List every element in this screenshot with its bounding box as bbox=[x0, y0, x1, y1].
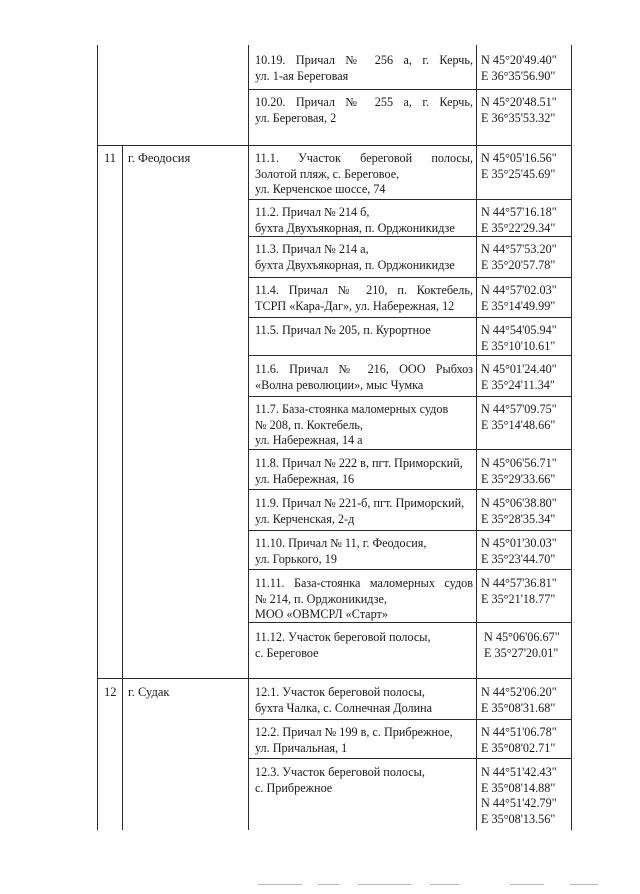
row-description: 10.19. Причал № 256 а, г. Керчь, ул. 1-ая Береговая bbox=[255, 53, 473, 83]
row-coordinates: N 45°01'30.03" E 35°23'44.70" bbox=[481, 536, 557, 566]
row-divider bbox=[248, 530, 572, 531]
group-number: 12 bbox=[104, 685, 117, 699]
row-divider bbox=[248, 236, 572, 237]
row-coordinates: N 44°54'05.94" E 35°10'10.61" bbox=[481, 323, 557, 353]
row-divider bbox=[248, 199, 572, 200]
scan-artifact-line bbox=[358, 884, 412, 885]
row-divider bbox=[248, 89, 572, 90]
table-column-divider-2 bbox=[248, 45, 249, 830]
row-description: 11.9. Причал № 221-б, пгт. Приморский, ул. Керченская, 2-д bbox=[255, 496, 465, 526]
group-number: 11 bbox=[104, 151, 117, 165]
row-coordinates: N 44°57'02.03" E 35°14'49.99" bbox=[481, 283, 557, 313]
row-coordinates: N 45°20'48.51" E 36°35'53.32" bbox=[481, 95, 557, 125]
row-coordinates: N 44°51'06.78" E 35°08'02.71" bbox=[481, 725, 557, 755]
row-description: 12.1. Участок береговой полосы, бухта Чалка, с. Солнечная Долина bbox=[255, 685, 433, 715]
row-description: 11.1. Участок береговой полосы, Золотой пляж, с. Береговое, ул. Керченское шоссе, 74 bbox=[255, 151, 473, 196]
row-divider bbox=[248, 569, 572, 570]
row-coordinates: N 45°20'49.40" E 36°35'56.90" bbox=[481, 53, 557, 83]
group-city: г. Судак bbox=[128, 685, 170, 699]
row-description: 11.8. Причал № 222 в, пгт. Приморский, ул. Набережная, 16 bbox=[255, 456, 463, 486]
row-description: 11.11. База-стоянка маломерных судов № 214, п. Орджоникидзе, МОО «ОВМСРЛ «Старт» bbox=[255, 576, 473, 621]
row-description: 12.3. Участок береговой полосы, с. Прибрежное bbox=[255, 765, 425, 795]
table-column-divider-1 bbox=[122, 145, 123, 830]
row-coordinates: N 45°01'24.40" E 35°24'11.34" bbox=[481, 362, 557, 392]
row-divider bbox=[248, 355, 572, 356]
group-divider bbox=[97, 678, 572, 679]
row-description: 11.5. Причал № 205, п. Курортное bbox=[255, 323, 431, 337]
row-description: 11.3. Причал № 214 а, бухта Двухъякорная, п. Орджоникидзе bbox=[255, 242, 455, 272]
scan-artifact-line bbox=[510, 884, 544, 885]
row-divider bbox=[248, 758, 572, 759]
row-description: 12.2. Причал № 199 в, с. Прибрежное, ул. Причальная, 1 bbox=[255, 725, 453, 755]
table-border-right bbox=[571, 45, 572, 830]
row-divider bbox=[248, 719, 572, 720]
row-coordinates: N 45°06'06.67" E 35°27'20.01" bbox=[484, 630, 560, 660]
scan-artifact-line bbox=[570, 884, 598, 885]
row-description: 11.6. Причал № 216, ООО Рыбхоз «Волна революции», мыс Чумка bbox=[255, 362, 473, 392]
row-divider bbox=[248, 317, 572, 318]
row-divider bbox=[248, 489, 572, 490]
scan-artifact-line bbox=[258, 884, 302, 885]
row-coordinates: N 44°57'36.81" E 35°21'18.77" bbox=[481, 576, 557, 606]
row-coordinates: N 44°52'06.20" E 35°08'31.68" bbox=[481, 685, 557, 715]
row-coordinates: N 44°57'53.20" E 35°20'57.78" bbox=[481, 242, 557, 272]
table-column-divider-3 bbox=[476, 45, 477, 830]
group-city: г. Феодосия bbox=[128, 151, 191, 165]
table-border-left bbox=[97, 45, 98, 830]
row-coordinates: N 44°57'16.18" E 35°22'29.34" bbox=[481, 205, 557, 235]
row-description: 11.2. Причал № 214 б, бухта Двухъякорная, п. Орджоникидзе bbox=[255, 205, 455, 235]
row-description: 11.12. Участок береговой полосы, с. Береговое bbox=[255, 630, 431, 660]
scan-artifact-line bbox=[430, 884, 460, 885]
row-description: 11.10. Причал № 11, г. Феодосия, ул. Горького, 19 bbox=[255, 536, 427, 566]
group-divider bbox=[97, 145, 572, 146]
row-coordinates: N 44°51'42.43" E 35°08'14.88" N 44°51'42.79" E 35°08'13.56" bbox=[481, 765, 557, 826]
row-coordinates: N 45°06'56.71" E 35°29'33.66" bbox=[481, 456, 557, 486]
row-divider bbox=[248, 396, 572, 397]
row-coordinates: N 44°57'09.75" E 35°14'48.66" bbox=[481, 402, 557, 432]
row-description: 11.4. Причал № 210, п. Коктебель, ТСРП «Кара-Даг», ул. Набережная, 12 bbox=[255, 283, 473, 313]
row-divider bbox=[248, 277, 572, 278]
row-description: 10.20. Причал № 255 а, г. Керчь, ул. Береговая, 2 bbox=[255, 95, 473, 125]
row-coordinates: N 45°06'38.80" E 35°28'35.34" bbox=[481, 496, 557, 526]
row-coordinates: N 45°05'16.56" E 35°25'45.69" bbox=[481, 151, 557, 181]
scan-artifact-line bbox=[318, 884, 340, 885]
row-description: 11.7. База-стоянка маломерных судов № 208, п. Коктебель, ул. Набережная, 14 а bbox=[255, 402, 449, 447]
row-divider bbox=[248, 449, 572, 450]
